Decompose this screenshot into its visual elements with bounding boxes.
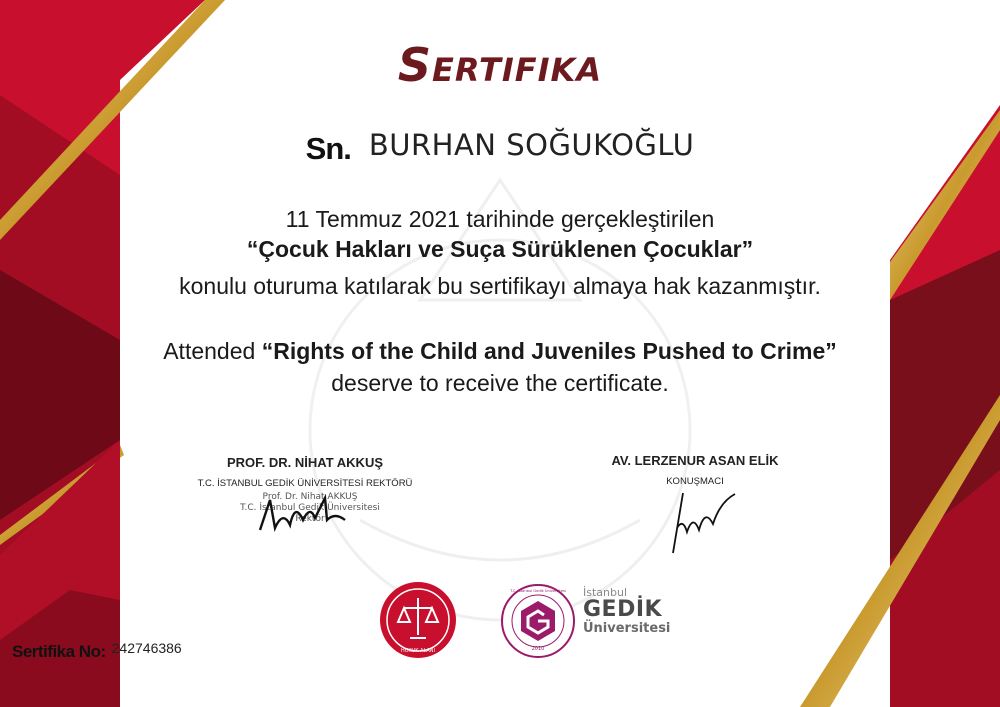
certificate-number-label: Sertifika No: xyxy=(12,642,106,661)
session-title-tr: “Çocuk Hakları ve Suça Sürüklenen Çocuklar” xyxy=(246,236,754,262)
statement-en-line1 xyxy=(0,338,1000,365)
certificate-title: Sertifika xyxy=(397,38,603,92)
law-logo-label: HUKUK ALANI xyxy=(400,648,436,654)
date-line: 11 Temmuz 2021 tarihinde gerçekleştirilen xyxy=(285,206,715,232)
gedik-wordmark-mid: Üniversitesi xyxy=(583,621,671,636)
gedik-wordmark-big: GEDİK xyxy=(583,597,663,622)
stamp-line: Prof. Dr. Nihat AKKUŞ xyxy=(262,492,358,502)
speaker-signature xyxy=(665,488,740,558)
gedik-wordmark xyxy=(583,586,670,636)
gedik-emblem-year: 2010 xyxy=(531,646,545,652)
recipient-line xyxy=(0,128,1000,167)
rector-signature xyxy=(255,490,355,540)
rector-name: PROF. DR. NİHAT AKKUŞ xyxy=(227,455,383,470)
certificate-number-value: 242746386 xyxy=(111,640,182,656)
stamp-line: Rektör xyxy=(295,514,325,524)
gedik-emblem-logo xyxy=(500,583,576,659)
signature-block-speaker xyxy=(560,453,830,487)
stamp-line: T.C. İstanbul Gedik Üniversitesi xyxy=(240,503,380,513)
statement-en-line2: deserve to receive the certificate. xyxy=(331,370,669,396)
certificate-number xyxy=(12,640,182,662)
statement-tr: konulu oturuma katılarak bu sertifikayı almaya hak kazanmıştır. xyxy=(179,273,821,299)
law-faculty-logo xyxy=(378,580,458,660)
recipient-name: BURHAN SOĞUKOĞLU xyxy=(368,128,695,162)
rector-role: T.C. İSTANBUL GEDİK ÜNİVERSİTESİ REKTÖRÜ xyxy=(197,478,413,489)
gedik-emblem-ring-text: T.C. İstanbul Gedik Üniversitesi xyxy=(510,589,566,593)
signature-block-rector xyxy=(150,455,460,489)
gedik-wordmark-small: İstanbul xyxy=(583,586,628,599)
speaker-name: AV. LERZENUR ASAN ELİK xyxy=(611,453,779,468)
honorific: Sn. xyxy=(305,131,351,166)
session-title-en: “Rights of the Child and Juveniles Pushed to Crime” xyxy=(261,338,837,364)
attended-label: Attended xyxy=(163,338,256,364)
speaker-role: KONUŞMACI xyxy=(666,476,724,487)
